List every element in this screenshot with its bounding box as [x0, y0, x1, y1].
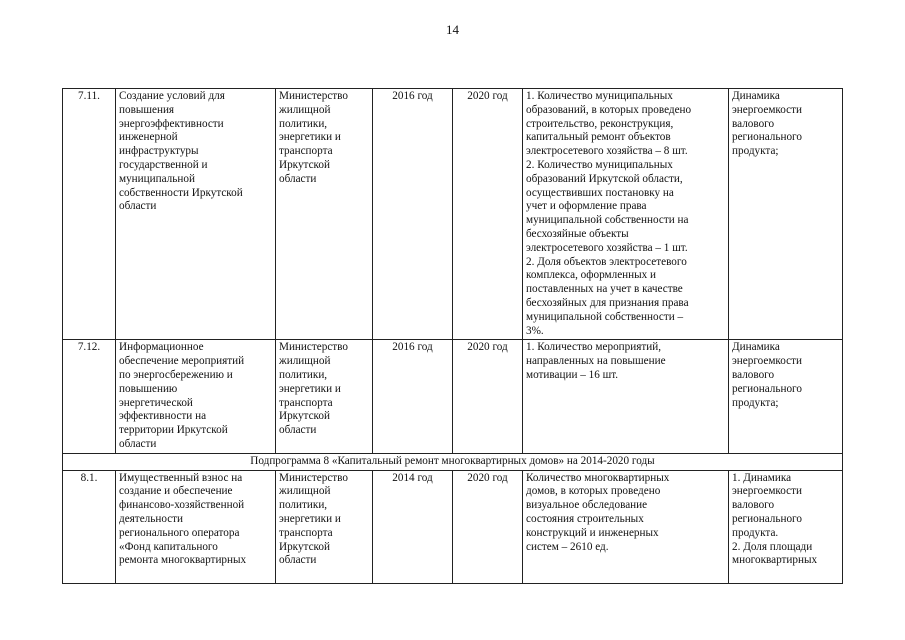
- subprogram-heading: Подпрограмма 8 «Капитальный ремонт многоквартирных домов» на 2014-2020 годы: [63, 453, 843, 470]
- start-year: 2016 год: [373, 340, 453, 453]
- target-indicator: Динамика энергоемкости валового регионального продукта;: [729, 340, 843, 453]
- row-number: 8.1.: [63, 470, 116, 583]
- event-name: Создание условий для повышения энергоэффективности инженерной инфраструктуры государственной и муниципальной собственности Иркутской области: [116, 89, 276, 340]
- program-table: [62, 88, 843, 584]
- table-row: [63, 340, 843, 453]
- executor: Министерство жилищной политики, энергетики и транспорта Иркутской области: [276, 89, 373, 340]
- event-name: Информационное обеспечение мероприятий по энергосбережению и повышению энергетической эффективности на территории Иркутской области: [116, 340, 276, 453]
- target-indicator-cell: [729, 470, 843, 583]
- expected-result: 1. Количество муниципальных образований, в которых проведено строительство, реконструкция, капитальный ремонт объектов электросетевого хозяйства – 8 шт. 2. Количество муниципальных образований Иркутской области, осуществивших постановку на учет и оформление права муниципальной собственности на бесхозяйные объекты электросетевого хозяйства – 1 шт. 2. Доля объектов электросетевого комплекса, оформленных и поставленных на учет в качестве бесхозяйных для признания права муниципальной собственности – 3%.: [523, 89, 729, 340]
- event-name: Имущественный взнос на создание и обеспечение финансово-хозяйственной деятельности регионального оператора «Фонд капитального ремонта многоквартирных: [119, 471, 247, 567]
- page-number: 14: [446, 22, 459, 37]
- start-year: 2014 год: [373, 470, 453, 583]
- row-number: 7.12.: [63, 340, 116, 453]
- executor-cell: [276, 470, 373, 583]
- target-indicator: 1. Динамика энергоемкости валового регионального продукта. 2. Доля площади многоквартирных: [732, 471, 818, 567]
- table-row: [63, 89, 843, 340]
- end-year: 2020 год: [453, 470, 523, 583]
- table-row: [63, 470, 843, 583]
- event-name-cell: [116, 470, 276, 583]
- executor: Министерство жилищной политики, энергетики и транспорта Иркутской области: [276, 340, 373, 453]
- expected-result: Количество многоквартирных домов, в которых проведено визуальное обследование состояния строительных конструкций и инженерных систем – 2610 ед.: [526, 471, 670, 553]
- row-number: 7.11.: [63, 89, 116, 340]
- subprogram-heading-row: [63, 453, 843, 470]
- end-year: 2020 год: [453, 340, 523, 453]
- start-year: 2016 год: [373, 89, 453, 340]
- end-year: 2020 год: [453, 89, 523, 340]
- expected-result-cell: [523, 470, 729, 583]
- target-indicator: Динамика энергоемкости валового регионального продукта;: [729, 89, 843, 340]
- expected-result: 1. Количество мероприятий, направленных на повышение мотивации – 16 шт.: [523, 340, 729, 453]
- executor: Министерство жилищной политики, энергетики и транспорта Иркутской области: [279, 471, 348, 567]
